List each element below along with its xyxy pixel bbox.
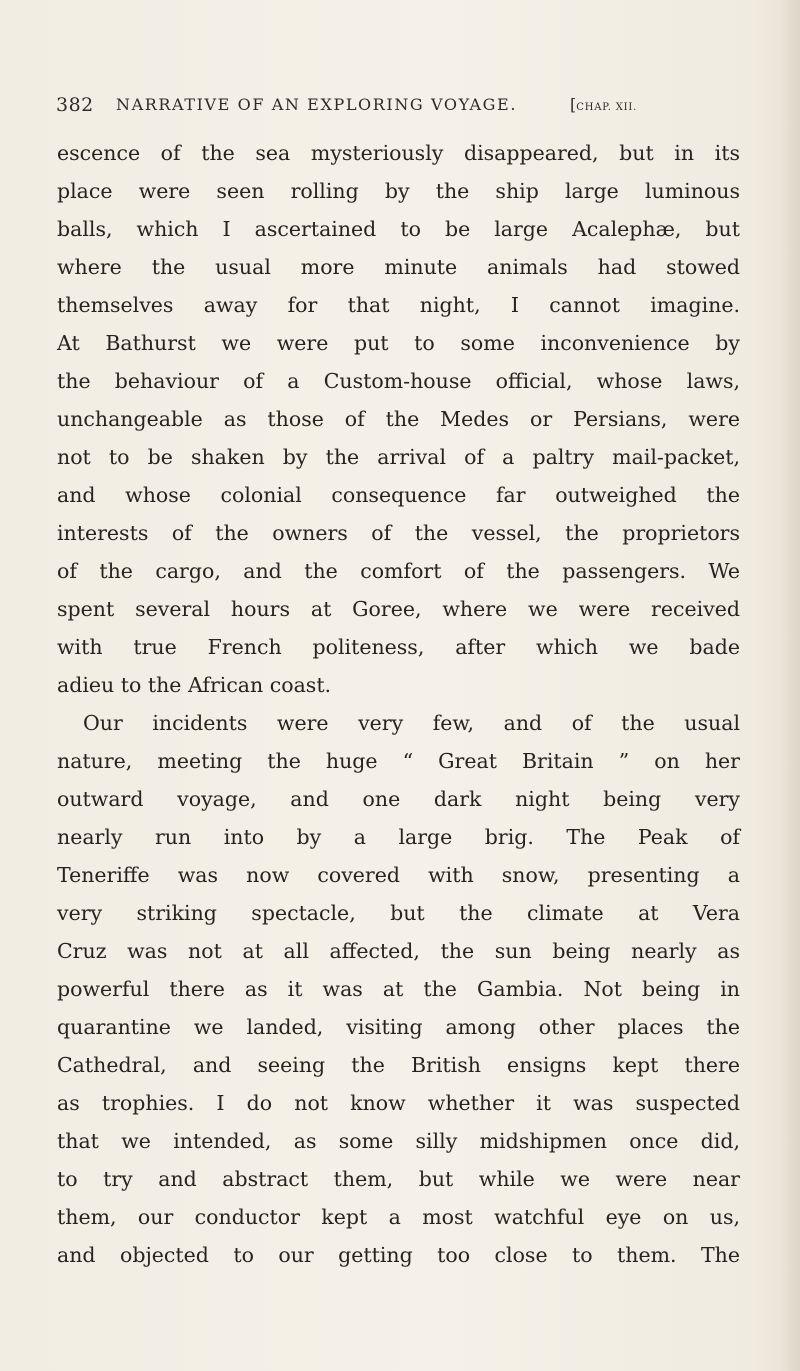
page-number: 382 xyxy=(56,94,94,116)
running-header xyxy=(56,94,756,124)
text-line: At Bathurst we were put to some inconvenience by xyxy=(57,331,740,355)
text-line: to try and abstract them, but while we were near xyxy=(57,1167,740,1191)
text-line: place were seen rolling by the ship large luminous xyxy=(57,179,740,203)
text-line: not to be shaken by the arrival of a paltry mail-packet, xyxy=(57,445,740,469)
chapter-bracket: [ xyxy=(570,95,577,114)
text-line: adieu to the African coast. xyxy=(57,673,332,697)
text-line: Cathedral, and seeing the British ensigns kept there xyxy=(57,1053,740,1077)
text-line: nature, meeting the huge “ Great Britain ” on her xyxy=(57,749,740,773)
text-line: themselves away for that night, I cannot imagine. xyxy=(57,293,740,317)
text-line: where the usual more minute animals had stowed xyxy=(57,255,740,279)
text-line: balls, which I ascertained to be large Acalephæ, but xyxy=(57,217,740,241)
text-line: unchangeable as those of the Medes or Persians, were xyxy=(57,407,740,431)
text-line: them, our conductor kept a most watchful eye on us, xyxy=(57,1205,740,1229)
text-line: Teneriffe was now covered with snow, presenting a xyxy=(57,863,740,887)
text-line: the behaviour of a Custom-house official, whose laws, xyxy=(57,369,740,393)
text-line: very striking spectacle, but the climate at Vera xyxy=(57,901,740,925)
running-title: NARRATIVE OF AN EXPLORING VOYAGE. xyxy=(116,95,518,114)
text-line: outward voyage, and one dark night being very xyxy=(57,787,740,811)
text-line: escence of the sea mysteriously disappeared, but in its xyxy=(57,141,740,165)
text-line: Cruz was not at all affected, the sun being nearly as xyxy=(57,939,740,963)
page-edge-shadow xyxy=(778,0,800,1371)
text-line: and objected to our getting too close to them. The xyxy=(57,1243,740,1267)
text-line: with true French politeness, after which we bade xyxy=(57,635,740,659)
text-line: quarantine we landed, visiting among other places the xyxy=(57,1015,740,1039)
text-line: as trophies. I do not know whether it was suspected xyxy=(57,1091,740,1115)
paragraph-start-line: Our incidents were very few, and of the usual xyxy=(83,711,740,735)
text-line: and whose colonial consequence far outweighed the xyxy=(57,483,740,507)
text-line: powerful there as it was at the Gambia. Not being in xyxy=(57,977,740,1001)
text-line: nearly run into by a large brig. The Peak of xyxy=(57,825,740,849)
chapter-reference xyxy=(570,95,637,114)
text-line: that we intended, as some silly midshipmen once did, xyxy=(57,1129,740,1153)
text-line: spent several hours at Goree, where we were received xyxy=(57,597,740,621)
chapter-label: CHAP. XII. xyxy=(576,102,638,113)
body-text xyxy=(57,134,740,1274)
text-line: of the cargo, and the comfort of the passengers. We xyxy=(57,559,740,583)
text-line: interests of the owners of the vessel, the proprietors xyxy=(57,521,740,545)
